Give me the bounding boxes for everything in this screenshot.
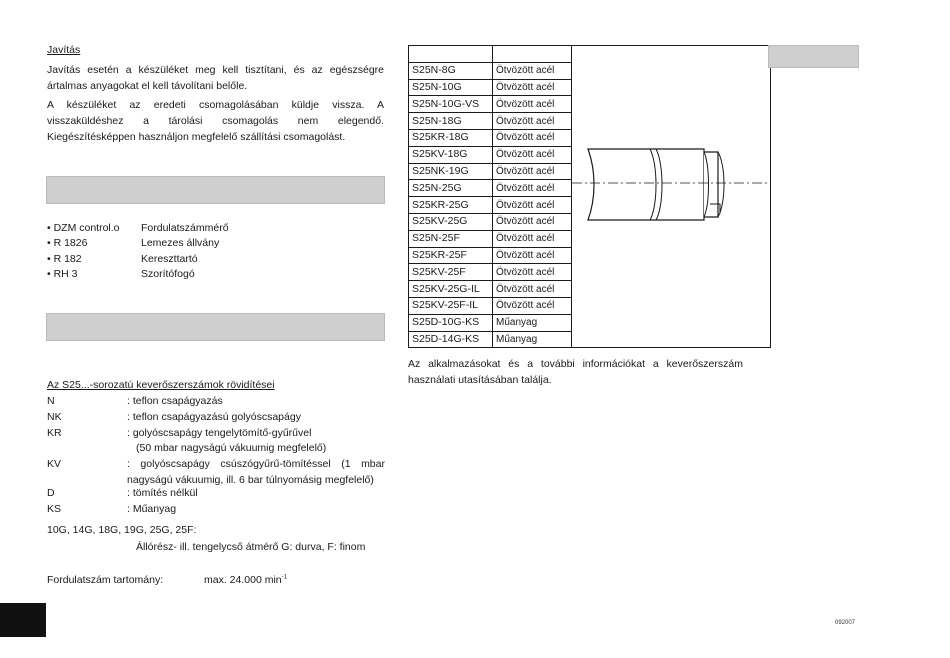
material-cell: Ötvözött acél (493, 146, 572, 163)
abbr-key: KR (47, 427, 62, 439)
accessory-code: • R 1826 (47, 237, 88, 249)
model-cell: S25KR-25F (409, 247, 493, 264)
tools-note: Az alkalmazásokat és a további információkat a keverőszerszám használati utasításában találja. (408, 358, 743, 386)
model-cell: S25KV-25F (409, 264, 493, 281)
abbr-value: : golyóscsapágy csúszógyűrű-tömítéssel (1 mbar nagyságú vákuumig, ill. 6 bar túlnyomásig megfelelő) (127, 458, 385, 486)
model-cell: S25N-10G-VS (409, 96, 493, 113)
repair-heading: Javítás (47, 44, 81, 56)
table-header-cell-model (409, 46, 493, 63)
material-cell: Ötvözött acél (493, 197, 572, 214)
list-item (47, 486, 387, 502)
accessory-code: • R 182 (47, 253, 82, 265)
sizes-label: 10G, 14G, 18G, 19G, 25G, 25F: (47, 524, 197, 536)
model-cell: S25N-25F (409, 230, 493, 247)
material-cell: Ötvözött acél (493, 247, 572, 264)
model-cell: S25D-14G-KS (409, 331, 493, 348)
material-cell: Ötvözött acél (493, 281, 572, 298)
material-cell: Műanyag (493, 314, 572, 331)
dispersing-tool-drawing-cell (572, 46, 771, 348)
speed-range-number: max. 24.000 min (204, 574, 282, 586)
material-cell: Ötvözött acél (493, 264, 572, 281)
material-cell: Ötvözött acél (493, 62, 572, 79)
material-cell: Ötvözött acél (493, 96, 572, 113)
model-cell: S25KV-25F-IL (409, 297, 493, 314)
model-cell: S25N-10G (409, 79, 493, 96)
accessory-code: • DZM control.o (47, 222, 120, 234)
model-cell: S25KV-25G (409, 213, 493, 230)
accessory-code: • RH 3 (47, 268, 78, 280)
model-cell: S25N-25G (409, 180, 493, 197)
abbr-key: N (47, 395, 55, 407)
model-cell: S25KV-25G-IL (409, 281, 493, 298)
material-cell: Ötvözött acél (493, 129, 572, 146)
section-header-bar-tools (46, 313, 385, 341)
material-cell: Műanyag (493, 331, 572, 348)
repair-paragraph-1: Javítás esetén a készüléket meg kell tisztítani, és az egészségre ártalmas anyagokat el kell távolítani belőle. (47, 64, 384, 92)
sizes-description: Állórész- ill. tengelycső átmérő G: durva, F: finom (136, 541, 366, 553)
abbr-value: : teflon csapágyazás (127, 395, 223, 407)
repair-paragraph-2: A készüléket az eredeti csomagolásában küldje vissza. A visszaküldéshez a tárolási csomagolás nem elegendő. Kiegészítésképpen használjon megfelelő szállítási csomagolást. (47, 99, 384, 143)
abbr-value-note: (50 mbar nagyságú vákuumig megfelelő) (136, 442, 327, 454)
page-tab-bar (768, 45, 859, 68)
abbr-key: KS (47, 503, 62, 515)
model-cell: S25D-10G-KS (409, 314, 493, 331)
abbreviations-title: Az S25...-sorozatú keverőszerszámok rövidítései (47, 379, 275, 391)
list-item (47, 394, 387, 410)
model-cell: S25NK-19G (409, 163, 493, 180)
accessory-desc: Lemezes állvány (141, 237, 220, 249)
material-cell: Ötvözött acél (493, 180, 572, 197)
page-number-block (0, 603, 46, 637)
model-cell: S25KV-18G (409, 146, 493, 163)
model-cell: S25N-8G (409, 62, 493, 79)
abbr-key: KV (47, 458, 62, 470)
abbr-value: : golyóscsapágy tengelytömítő-gyűrűvel (127, 427, 312, 439)
table-header-cell-material (493, 46, 572, 63)
speed-range-unit-exponent: -1 (281, 574, 287, 581)
abbr-key: D (47, 487, 55, 499)
document-code: 092007 (835, 620, 856, 626)
accessory-desc: Szorítófogó (141, 268, 195, 280)
material-cell: Ötvözött acél (493, 79, 572, 96)
material-cell: Ötvözött acél (493, 113, 572, 130)
abbr-value: : Műanyag (127, 503, 177, 515)
accessory-desc: Fordulatszámmérő (141, 222, 229, 234)
abbr-value: : tömítés nélkül (127, 487, 198, 499)
material-cell: Ötvözött acél (493, 297, 572, 314)
material-cell: Ötvözött acél (493, 163, 572, 180)
speed-range-value (204, 574, 287, 586)
table-header-row (409, 46, 771, 63)
tools-table (408, 45, 771, 348)
list-item (47, 457, 387, 488)
abbr-value: : teflon csapágyazású golyóscsapágy (127, 411, 301, 423)
abbr-key: NK (47, 411, 62, 423)
material-cell: Ötvözött acél (493, 213, 572, 230)
list-item (47, 502, 387, 518)
list-item (47, 410, 387, 426)
material-cell: Ötvözött acél (493, 230, 572, 247)
list-item (47, 426, 387, 456)
accessory-desc: Kereszttartó (141, 253, 198, 265)
section-header-bar-accessories (46, 176, 385, 204)
speed-range-label: Fordulatszám tartomány: (47, 574, 164, 586)
model-cell: S25N-18G (409, 113, 493, 130)
dispersing-tool-drawing (572, 46, 770, 342)
model-cell: S25KR-18G (409, 129, 493, 146)
model-cell: S25KR-25G (409, 197, 493, 214)
